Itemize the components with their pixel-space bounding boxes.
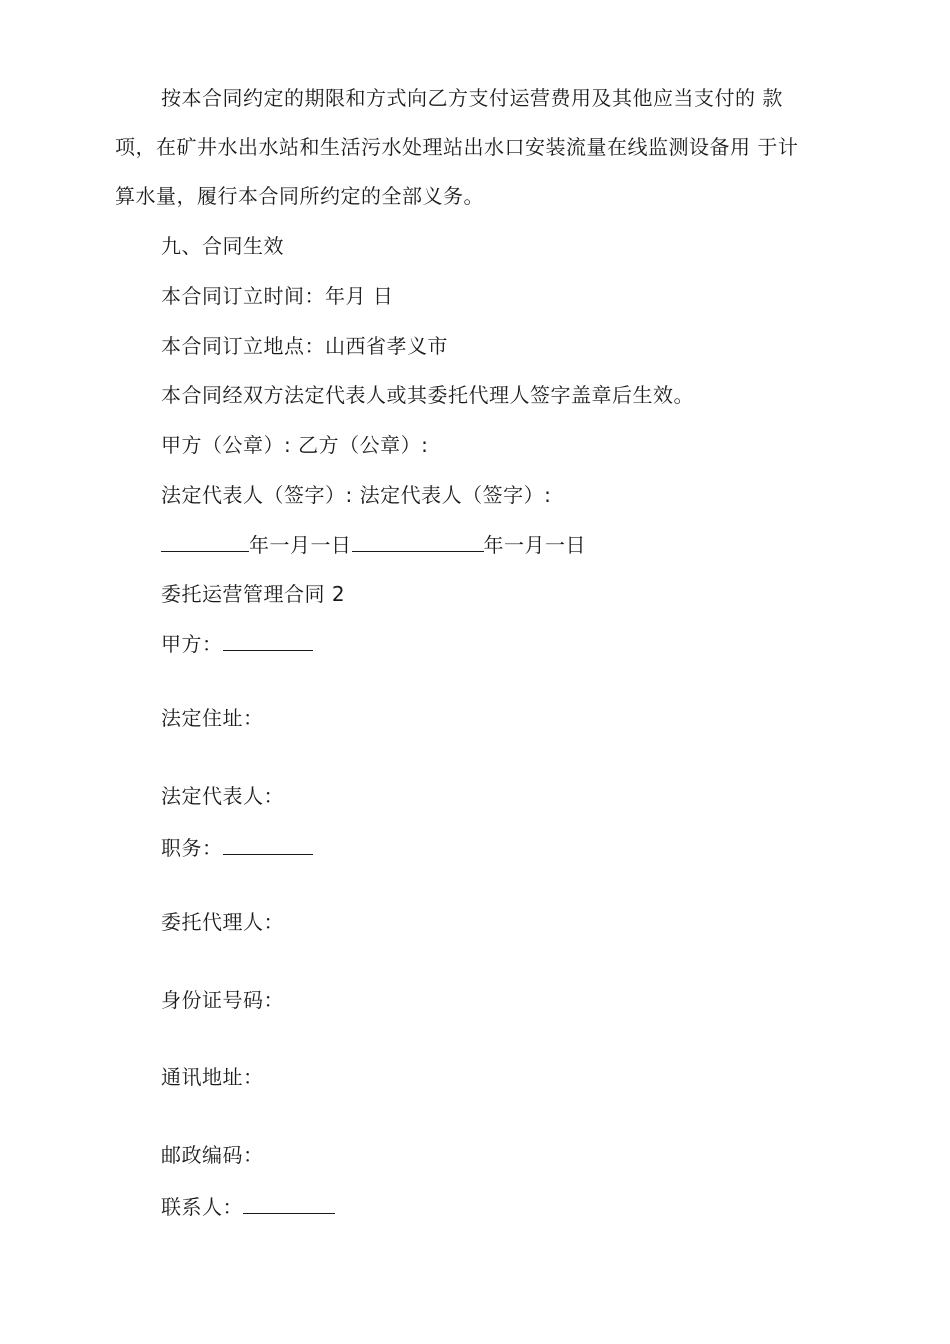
contract-effect-line: 本合同经双方法定代表人或其委托代理人签字盖章后生效。 bbox=[161, 383, 694, 407]
legal-rep-label: 法定代表人： bbox=[161, 784, 284, 808]
contract2-title: 委托运营管理合同 2 bbox=[161, 582, 346, 606]
address-label: 法定住址： bbox=[161, 706, 264, 730]
section-heading-effect: 九、合同生效 bbox=[161, 234, 284, 258]
position-label: 职务： bbox=[161, 836, 223, 860]
signature-date-line bbox=[161, 533, 586, 557]
signature-date-b: 年一月一日 bbox=[483, 533, 586, 557]
signature-line: 法定代表人（签字）: 法定代表人（签字）: bbox=[161, 483, 552, 507]
blank-underline bbox=[352, 533, 484, 552]
contact-address-label: 通讯地址： bbox=[161, 1065, 264, 1089]
paragraph-line-1: 按本合同约定的期限和方式向乙方支付运营费用及其他应当支付的 款 bbox=[161, 86, 783, 110]
seal-line: 甲方（公章）: 乙方（公章）: bbox=[161, 433, 429, 457]
contact-person-line bbox=[161, 1195, 335, 1219]
contact-person-label: 联系人： bbox=[161, 1195, 243, 1219]
paragraph-line-2: 项，在矿井水出水站和生活污水处理站出水口安装流量在线监测设备用 于计 bbox=[115, 135, 799, 159]
contract-date-line: 本合同订立时间：年月 日 bbox=[161, 284, 394, 308]
party-a-line bbox=[161, 632, 313, 656]
agent-label: 委托代理人： bbox=[161, 910, 284, 934]
blank-underline bbox=[223, 836, 313, 855]
contract-place-line: 本合同订立地点：山西省孝义市 bbox=[161, 334, 448, 358]
paragraph-line-3: 算水量，履行本合同所约定的全部义务。 bbox=[115, 184, 484, 208]
signature-date-a: 年一月一日 bbox=[249, 533, 352, 557]
id-number-label: 身份证号码： bbox=[161, 988, 284, 1012]
blank-underline bbox=[223, 632, 313, 651]
party-a-label: 甲方： bbox=[161, 632, 223, 656]
blank-underline bbox=[161, 533, 249, 552]
postcode-label: 邮政编码： bbox=[161, 1143, 264, 1167]
position-line bbox=[161, 836, 313, 860]
blank-underline bbox=[243, 1195, 335, 1214]
